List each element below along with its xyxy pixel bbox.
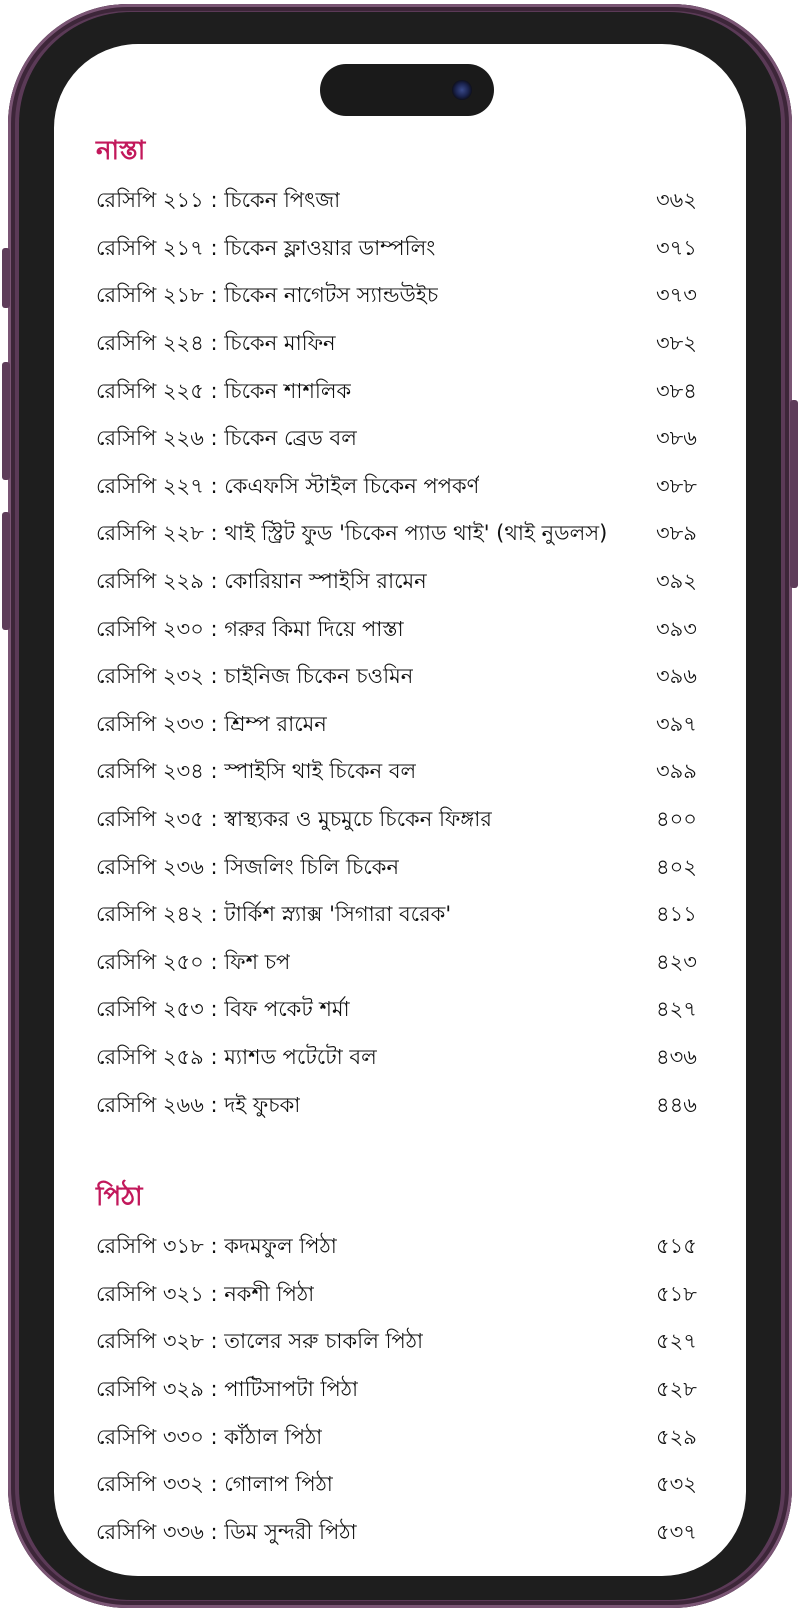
section-nasta: [96, 134, 706, 1130]
toc-entry[interactable]: [96, 987, 706, 1035]
recipe-title: রেসিপি ২৫৯ : ম্যাশড পটেটো বল: [96, 1044, 377, 1069]
page-number: ৫২৯: [656, 1424, 697, 1449]
recipe-title: রেসিপি ২২৭ : কেএফসি স্টাইল চিকেন পপকর্ণ: [96, 473, 480, 498]
recipe-title: রেসিপি ২৫৩ : বিফ পকেট শর্মা: [96, 997, 350, 1022]
toc-entry[interactable]: [96, 1271, 706, 1319]
recipe-title: রেসিপি ৩৩০ : কাঁঠাল পিঠা: [96, 1424, 323, 1449]
recipe-title: রেসিপি ৩২১ : নকশী পিঠা: [96, 1281, 315, 1306]
toc-entry[interactable]: [96, 1414, 706, 1462]
recipe-title: রেসিপি ২৪২ : টার্কিশ স্ন্যাক্স 'সিগারা বরেক': [96, 902, 452, 927]
page-number: ৪৩৬: [656, 1044, 697, 1069]
recipe-title: রেসিপি ৩৩৬ : ডিম সুন্দরী পিঠা: [96, 1519, 357, 1544]
page-number: ৪১১: [656, 902, 697, 927]
recipe-title: রেসিপি ৩২৮ : তালের সরু চাকলি পিঠা: [96, 1329, 424, 1354]
page-number: ৩৯৭: [656, 711, 697, 736]
table-of-contents: [96, 134, 706, 1557]
page-number: ৪০০: [656, 807, 697, 832]
toc-entry[interactable]: [96, 1367, 706, 1415]
page-number: ৩৮৬: [656, 426, 697, 451]
toc-entry[interactable]: [96, 1509, 706, 1557]
toc-entry[interactable]: [96, 702, 706, 750]
toc-entry[interactable]: [96, 844, 706, 892]
page-number: ৫১৮: [656, 1281, 697, 1306]
page-number: ৩৬২: [656, 188, 697, 213]
toc-entry[interactable]: [96, 1082, 706, 1130]
toc-entry[interactable]: [96, 178, 706, 226]
toc-entry[interactable]: [96, 654, 706, 702]
toc-entry[interactable]: [96, 559, 706, 607]
page-number: ৫১৫: [656, 1234, 697, 1259]
action-button[interactable]: [2, 248, 10, 308]
recipe-title: রেসিপি ২৫০ : ফিশ চপ: [96, 949, 291, 974]
phone-frame: [8, 4, 792, 1608]
page-number: ৩৮৯: [656, 521, 697, 546]
dynamic-island: [320, 64, 494, 116]
recipe-title: রেসিপি ৩৩২ : গোলাপ পিঠা: [96, 1472, 333, 1497]
toc-entry[interactable]: [96, 797, 706, 845]
recipe-title: রেসিপি ২২৯ : কোরিয়ান স্পাইসি রামেন: [96, 569, 427, 594]
toc-entry[interactable]: [96, 368, 706, 416]
section-title: নাস্তা: [96, 136, 146, 166]
page-number: ৫২৮: [656, 1376, 697, 1401]
recipe-title: রেসিপি ২৩৫ : স্বাস্থ্যকর ও মুচমুচে চিকেন ফিঙ্গার: [96, 807, 492, 832]
page-number: ৩৭১: [656, 235, 697, 260]
toc-entry[interactable]: [96, 1319, 706, 1367]
recipe-title: রেসিপি ২৩৪ : স্পাইসি থাই চিকেন বল: [96, 759, 417, 784]
recipe-title: রেসিপি ২২৪ : চিকেন মাফিন: [96, 331, 336, 356]
toc-entry[interactable]: [96, 511, 706, 559]
page-number: ৩৯২: [656, 569, 697, 594]
toc-entry[interactable]: [96, 321, 706, 369]
recipe-title: রেসিপি ২২৮ : থাই স্ট্রিট ফুড 'চিকেন প্যাড থাই' (থাই নুডলস): [96, 521, 608, 546]
page-number: ৫৩২: [656, 1472, 697, 1497]
page-number: ৫২৭: [656, 1329, 697, 1354]
page-number: ৩৯৯: [656, 759, 697, 784]
recipe-title: রেসিপি ২১১ : চিকেন পিৎজা: [96, 188, 341, 213]
toc-entry[interactable]: [96, 940, 706, 988]
volume-up-button[interactable]: [2, 362, 10, 480]
page-number: ৩৯৬: [656, 664, 697, 689]
phone-bezel: [19, 12, 781, 1600]
toc-entry[interactable]: [96, 1224, 706, 1272]
page-number: ৪৪৬: [656, 1092, 697, 1117]
page-number: ৩৮৪: [656, 378, 697, 403]
recipe-title: রেসিপি ২৩২ : চাইনিজ চিকেন চওমিন: [96, 664, 414, 689]
section-title: পিঠা: [96, 1181, 143, 1212]
recipe-title: রেসিপি ৩২৯ : পাটিসাপটা পিঠা: [96, 1376, 359, 1401]
page-number: ৩৯৩: [656, 616, 697, 641]
page-number: ৫৩৭: [656, 1519, 697, 1544]
toc-entry[interactable]: [96, 1035, 706, 1083]
recipe-title: রেসিপি ২৩৩ : শ্রিম্প রামেন: [96, 711, 327, 736]
section-pitha: [96, 1180, 706, 1557]
toc-entry[interactable]: [96, 464, 706, 512]
page-number: ৩৮২: [656, 331, 697, 356]
toc-entry[interactable]: [96, 416, 706, 464]
recipe-title: রেসিপি ২২৫ : চিকেন শাশলিক: [96, 378, 352, 403]
toc-entry[interactable]: [96, 1462, 706, 1510]
recipe-title: রেসিপি ২৬৬ : দই ফুচকা: [96, 1092, 301, 1117]
toc-entry[interactable]: [96, 749, 706, 797]
recipe-title: রেসিপি ২১৭ : চিকেন ফ্লাওয়ার ডাম্পলিং: [96, 235, 436, 260]
power-button[interactable]: [790, 400, 798, 588]
page-number: ৪০২: [656, 854, 697, 879]
recipe-title: রেসিপি ২১৮ : চিকেন নাগেটস স্যান্ডউইচ: [96, 283, 439, 308]
page-number: ৩৮৮: [656, 473, 697, 498]
toc-entry[interactable]: [96, 892, 706, 940]
page-number: ৪২৩: [656, 949, 697, 974]
page-number: ৪২৭: [656, 997, 697, 1022]
recipe-title: রেসিপি ২৩৬ : সিজলিং চিলি চিকেন: [96, 854, 399, 879]
toc-entry[interactable]: [96, 226, 706, 274]
page-number: ৩৭৩: [656, 283, 697, 308]
recipe-title: রেসিপি ২৩০ : গরুর কিমা দিয়ে পাস্তা: [96, 616, 404, 641]
phone-screen: [54, 44, 746, 1576]
recipe-title: রেসিপি ৩১৮ : কদমফুল পিঠা: [96, 1234, 337, 1259]
recipe-title: রেসিপি ২২৬ : চিকেন ব্রেড বল: [96, 426, 357, 451]
camera-icon: [452, 80, 472, 100]
volume-down-button[interactable]: [2, 512, 10, 630]
toc-entry[interactable]: [96, 273, 706, 321]
toc-entry[interactable]: [96, 606, 706, 654]
